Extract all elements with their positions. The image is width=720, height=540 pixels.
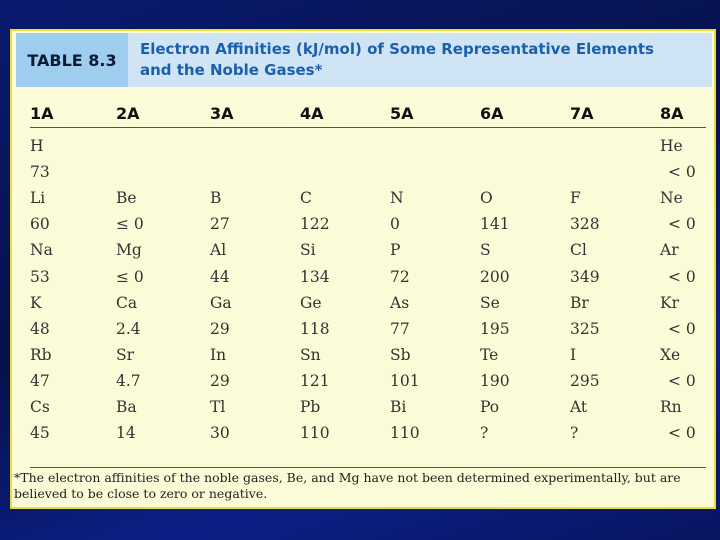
table-cell: Be — [116, 189, 137, 208]
table-cell: I — [570, 345, 577, 364]
footer-divider — [30, 467, 706, 468]
table-cell: 48 — [30, 319, 50, 338]
table-cell: 190 — [480, 371, 510, 390]
table-cell: 73 — [30, 163, 50, 182]
column-header: 3A — [210, 104, 234, 123]
table-cell: P — [390, 241, 401, 260]
table-cell: < 0 — [668, 215, 696, 234]
column-header: 1A — [30, 104, 54, 123]
table-row — [12, 290, 712, 316]
table-cell: ? — [570, 424, 579, 443]
table-row — [12, 342, 712, 368]
table-cell: O — [480, 189, 493, 208]
table-cell: 14 — [116, 424, 136, 443]
table-label: TABLE 8.3 — [16, 33, 128, 87]
table-cell: 2.4 — [116, 319, 141, 338]
table-cell: 121 — [300, 371, 330, 390]
table-cell: Ba — [116, 398, 137, 416]
table-cell: 45 — [30, 424, 50, 443]
table-cell: As — [390, 293, 410, 312]
column-header: 4A — [300, 104, 324, 123]
table-cell: C — [300, 189, 312, 208]
table-row — [12, 237, 712, 263]
column-header: 7A — [570, 104, 594, 123]
table-cell: 110 — [300, 424, 330, 443]
table-cell: 30 — [210, 424, 230, 443]
table-cell: Ga — [210, 293, 232, 312]
table-cell: ≤ 0 — [116, 215, 144, 234]
table-cell: Ne — [660, 189, 683, 208]
table-cell: 325 — [570, 319, 600, 338]
table-row — [12, 185, 712, 211]
table-cell: F — [570, 189, 581, 208]
column-header: 2A — [116, 104, 140, 123]
table-cell: 122 — [300, 215, 330, 234]
table-cell: 44 — [210, 267, 230, 286]
table-cell: < 0 — [668, 371, 696, 390]
table-cell: < 0 — [668, 424, 696, 443]
table-row — [12, 264, 712, 290]
table-cell: 200 — [480, 267, 510, 286]
table-cell: K — [30, 293, 42, 312]
table-cell: 27 — [210, 215, 230, 234]
table-cell: Po — [480, 398, 500, 416]
table-cell: N — [390, 189, 404, 208]
table-cell: Sb — [390, 345, 411, 364]
table-cell: Al — [210, 241, 227, 260]
table-cell: < 0 — [668, 267, 696, 286]
table-cell: Se — [480, 293, 500, 312]
table-cell: Br — [570, 293, 589, 312]
table-cell: 4.7 — [116, 371, 141, 390]
table-cell: 118 — [300, 319, 330, 338]
table-cell: Pb — [300, 398, 321, 416]
table-cell: 77 — [390, 319, 410, 338]
table-cell: Tl — [210, 398, 226, 416]
table-figure — [10, 29, 716, 509]
table-cell: Mg — [116, 241, 142, 260]
column-header-row — [30, 101, 710, 127]
table-cell: 29 — [210, 371, 230, 390]
table-cell: ? — [480, 424, 489, 443]
table-cell: Rn — [660, 398, 682, 416]
table-cell: Sn — [300, 345, 321, 364]
table-cell: H — [30, 137, 44, 155]
table-cell: 0 — [390, 215, 400, 234]
table-cell: 53 — [30, 267, 50, 286]
table-cell: Si — [300, 241, 316, 260]
table-cell: 134 — [300, 267, 330, 286]
table-cell: 110 — [390, 424, 420, 443]
table-cell: B — [210, 189, 222, 208]
table-row — [12, 316, 712, 342]
table-cell: 101 — [390, 371, 420, 390]
table-cell: ≤ 0 — [116, 267, 144, 286]
table-cell: 47 — [30, 371, 50, 390]
table-row — [12, 133, 712, 159]
table-cell: Ar — [660, 241, 679, 260]
footnote: *The electron affinities of the noble gases, Be, and Mg have not been determined experimentally, but are believed to be close to zero or negative. — [14, 470, 681, 501]
table-cell: Bi — [390, 398, 407, 416]
column-header: 8A — [660, 104, 684, 123]
table-row — [12, 394, 712, 420]
column-header: 5A — [390, 104, 414, 123]
table-cell: Sr — [116, 345, 135, 364]
table-cell: Li — [30, 189, 46, 208]
table-row — [12, 420, 712, 446]
table-cell: Te — [480, 345, 499, 364]
table-cell: Ca — [116, 293, 138, 312]
table-cell: Na — [30, 241, 53, 260]
table-row — [12, 211, 712, 237]
table-cell: S — [480, 241, 491, 260]
table-row — [12, 368, 712, 394]
table-row — [12, 159, 712, 185]
table-header — [16, 33, 712, 87]
table-cell: Cs — [30, 398, 50, 416]
table-cell: 60 — [30, 215, 50, 234]
table-cell: Xe — [660, 345, 681, 364]
table-cell: < 0 — [668, 163, 696, 182]
column-header: 6A — [480, 104, 504, 123]
table-cell: He — [660, 137, 683, 155]
table-cell: 72 — [390, 267, 410, 286]
table-cell: 328 — [570, 215, 600, 234]
table-cell: Kr — [660, 293, 679, 312]
table-cell: At — [570, 398, 588, 416]
table-cell: 295 — [570, 371, 600, 390]
table-cell: 141 — [480, 215, 510, 234]
table-cell: Rb — [30, 345, 52, 364]
table-cell: 349 — [570, 267, 600, 286]
table-cell: Cl — [570, 241, 587, 260]
table-cell: Ge — [300, 293, 322, 312]
header-divider — [30, 127, 706, 128]
table-cell: 29 — [210, 319, 230, 338]
table-cell: In — [210, 345, 227, 364]
table-title: Electron Affinities (kJ/mol) of Some Representative Elements and the Noble Gases* — [140, 40, 654, 79]
table-cell: < 0 — [668, 319, 696, 338]
table-cell: 195 — [480, 319, 510, 338]
